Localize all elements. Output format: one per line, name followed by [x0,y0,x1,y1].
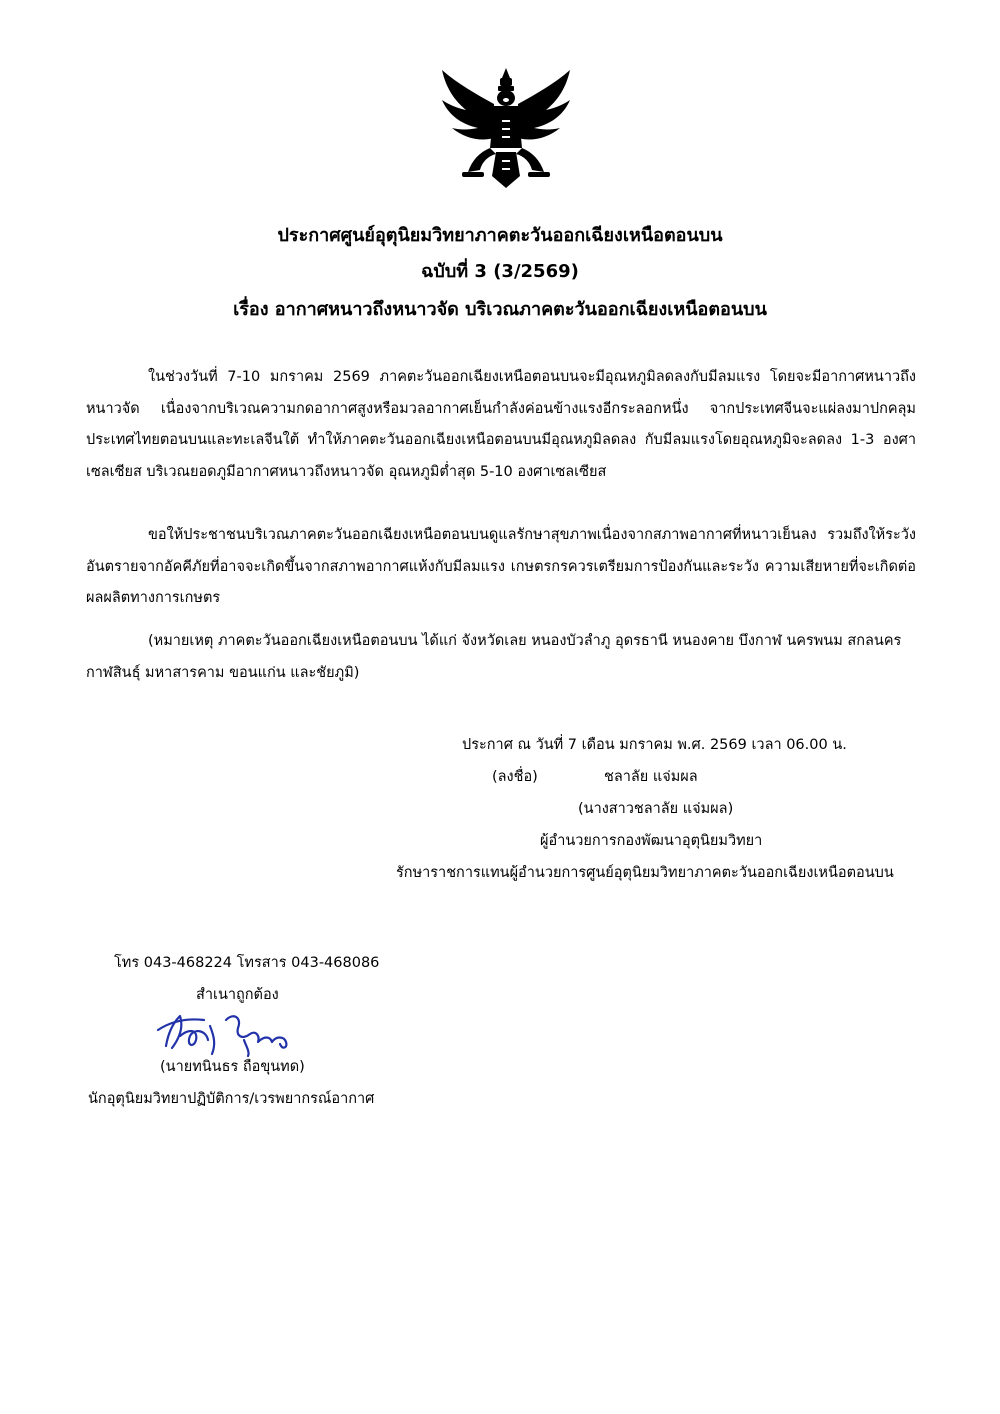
certified-copy-label: สำเนาถูกต้อง [196,987,279,1003]
body-note: (หมายเหตุ ภาคตะวันออกเฉียงเหนือตอนบน ได้แก่ จังหวัดเลย หนองบัวลำภู อุดรธานี หนองคาย บึงกาฬ นครพนม สกลนคร กาฬสินธุ์ มหาสารคาม ขอนแก่น และชัยภูมิ) [86,633,902,681]
contact-numbers: โทร 043-468224 โทรสาร 043-468086 [114,955,380,971]
issue-number: ฉบับที่ 3 (3/2569) [421,261,579,282]
signed-label: (ลงชื่อ) [492,769,538,785]
certifier-position: นักอุตุนิยมวิทยาปฏิบัติการ/เวรพยากรณ์อากาศ [88,1091,375,1107]
handwritten-signature [150,1006,310,1058]
signer-acting-position: รักษาราชการแทนผู้อำนวยการศูนย์อุตุนิยมวิทยาภาคตะวันออกเฉียงเหนือตอนบน [396,865,894,881]
body-paragraph-2: ขอให้ประชาชนบริเวณภาคตะวันออกเฉียงเหนือตอนบนดูแลรักษาสุขภาพเนื่องจากสภาพอากาศที่หนาวเย็นลง รวมถึงให้ระวังอันตรายจากอัคคีภัยที่อาจจะเกิดขึ้นจากสภาพอากาศแห้งกับมีลมแรง เกษตรกรควรเตรียมการป้องกันและระวัง ความเสียหายที่จะเกิดต่อผลผลิตทางการเกษตร [86,527,916,607]
certifier-name: (นายทนินธร ถือขุนทด) [160,1059,305,1075]
signed-name: ชลาลัย แจ่มผล [604,769,698,785]
signer-position: ผู้อำนวยการกองพัฒนาอุตุนิยมวิทยา [540,833,763,849]
announcement-date: ประกาศ ณ วันที่ 7 เดือน มกราคม พ.ศ. 2569 เวลา 06.00 น. [462,737,847,753]
garuda-emblem-icon [436,64,576,192]
subject-line: เรื่อง อากาศหนาวถึงหนาวจัด บริเวณภาคตะวันออกเฉียงเหนือตอนบน [233,299,767,320]
document-title: ประกาศศูนย์อุตุนิยมวิทยาภาคตะวันออกเฉียงเหนือตอนบน [277,225,723,246]
signer-full-name: (นางสาวชลาลัย แจ่มผล) [578,801,734,817]
body-paragraph-1: ในช่วงวันที่ 7-10 มกราคม 2569 ภาคตะวันออกเฉียงเหนือตอนบนจะมีอุณหภูมิลดลงกับมีลมแรง โดยจะมีอากาศหนาวถึงหนาวจัด เนื่องจากบริเวณความกดอากาศสูงหรือมวลอากาศเย็นกำลังค่อนข้างแรงอีกระลอกหนึ่ง จากประเทศจีนจะแผ่ลงมาปกคลุมประเทศไทยตอนบนและทะเลจีนใต้ ทำให้ภาคตะวันออกเฉียงเหนือตอนบนมีอุณหภูมิลดลง กับมีลมแรงโดยอุณหภูมิจะลดลง 1-3 องศาเซลเซียส บริเวณยอดภูมีอากาศหนาวถึงหนาวจัด อุณหภูมิต่ำสุด 5-10 องศาเซลเซียส [86,369,916,480]
